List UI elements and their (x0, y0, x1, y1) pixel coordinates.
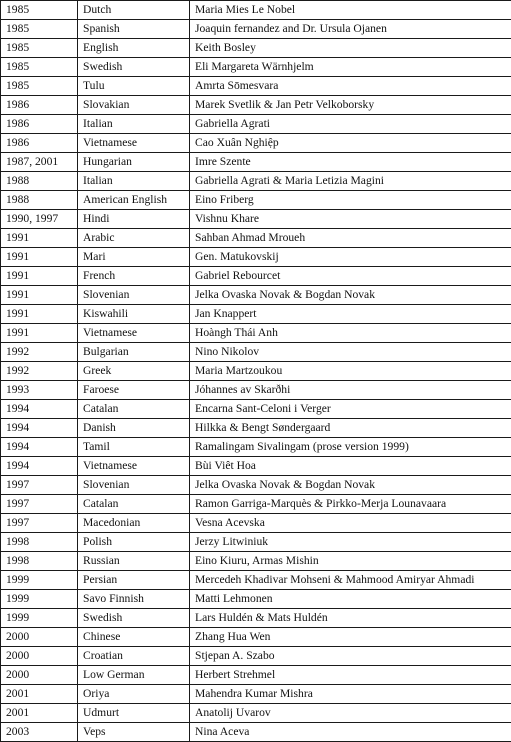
year-cell: 1986 (1, 134, 78, 153)
year-cell: 1985 (1, 1, 78, 20)
year-cell: 1987, 2001 (1, 153, 78, 172)
language-cell: Danish (78, 419, 190, 438)
language-cell: Vietnamese (78, 134, 190, 153)
table-row (1, 248, 511, 267)
language-cell: Slovenian (78, 476, 190, 495)
table-row (1, 229, 511, 248)
table-row (1, 172, 511, 191)
table-row (1, 343, 511, 362)
table-row (1, 267, 511, 286)
language-cell: Arabic (78, 229, 190, 248)
translator-cell: Mercedeh Khadivar Mohseni & Mahmood Amiryar Ahmadi (190, 571, 511, 590)
year-cell: 1992 (1, 343, 78, 362)
translator-cell: Eli Margareta Wärnhjelm (190, 58, 511, 77)
year-cell: 1985 (1, 39, 78, 58)
year-cell: 2000 (1, 628, 78, 647)
table-row (1, 324, 511, 343)
language-cell: Greek (78, 362, 190, 381)
translator-cell: Ramon Garriga-Marquès & Pirkko-Merja Lounavaara (190, 495, 511, 514)
translator-cell: Jelka Ovaska Novak & Bogdan Novak (190, 476, 511, 495)
year-cell: 1994 (1, 457, 78, 476)
translator-cell: Nina Aceva (190, 723, 511, 742)
year-cell: 1998 (1, 533, 78, 552)
language-cell: French (78, 267, 190, 286)
translator-cell: Marek Svetlik & Jan Petr Velkoborsky (190, 96, 511, 115)
language-cell: Vietnamese (78, 324, 190, 343)
language-cell: Swedish (78, 58, 190, 77)
table-row (1, 20, 511, 39)
table-row (1, 96, 511, 115)
translator-cell: Jelka Ovaska Novak & Bogdan Novak (190, 286, 511, 305)
language-cell: Italian (78, 172, 190, 191)
year-cell: 1985 (1, 58, 78, 77)
table-row (1, 381, 511, 400)
translator-cell: Ramalingam Sivalingam (prose version 1999) (190, 438, 511, 457)
year-cell: 1994 (1, 419, 78, 438)
table-row (1, 552, 511, 571)
translator-cell: Amrta Sōmesvara (190, 77, 511, 96)
language-cell: Slovenian (78, 286, 190, 305)
year-cell: 1997 (1, 495, 78, 514)
year-cell: 1991 (1, 229, 78, 248)
year-cell: 1999 (1, 609, 78, 628)
year-cell: 1986 (1, 115, 78, 134)
translator-cell: Sahban Ahmad Mroueh (190, 229, 511, 248)
table-row (1, 723, 511, 742)
table-row (1, 153, 511, 172)
language-cell: Oriya (78, 685, 190, 704)
year-cell: 2001 (1, 704, 78, 723)
table-row (1, 400, 511, 419)
year-cell: 1986 (1, 96, 78, 115)
table-row (1, 134, 511, 153)
year-cell: 1991 (1, 324, 78, 343)
translator-cell: Cao Xuân Nghiệp (190, 134, 511, 153)
language-cell: English (78, 39, 190, 58)
language-cell: Hungarian (78, 153, 190, 172)
table-row (1, 1, 511, 20)
table-body (1, 1, 511, 742)
language-cell: Slovakian (78, 96, 190, 115)
year-cell: 1997 (1, 514, 78, 533)
language-cell: Low German (78, 666, 190, 685)
language-cell: Savo Finnish (78, 590, 190, 609)
translator-cell: Matti Lehmonen (190, 590, 511, 609)
translator-cell: Jerzy Litwiniuk (190, 533, 511, 552)
language-cell: Polish (78, 533, 190, 552)
year-cell: 1991 (1, 286, 78, 305)
language-cell: Catalan (78, 495, 190, 514)
table-row (1, 419, 511, 438)
year-cell: 1993 (1, 381, 78, 400)
table-row (1, 362, 511, 381)
table-row (1, 495, 511, 514)
translator-cell: Mahendra Kumar Mishra (190, 685, 511, 704)
translator-cell: Joaquin fernandez and Dr. Ursula Ojanen (190, 20, 511, 39)
table-row (1, 704, 511, 723)
language-cell: Chinese (78, 628, 190, 647)
table-row (1, 77, 511, 96)
table-row (1, 571, 511, 590)
language-cell: Russian (78, 552, 190, 571)
language-cell: American English (78, 191, 190, 210)
year-cell: 1988 (1, 191, 78, 210)
language-cell: Vietnamese (78, 457, 190, 476)
year-cell: 2003 (1, 723, 78, 742)
table-row (1, 666, 511, 685)
translator-cell: Encarna Sant-Celoni i Verger (190, 400, 511, 419)
translator-cell: Vesna Acevska (190, 514, 511, 533)
language-cell: Swedish (78, 609, 190, 628)
language-cell: Bulgarian (78, 343, 190, 362)
year-cell: 1999 (1, 571, 78, 590)
table-row (1, 210, 511, 229)
year-cell: 1992 (1, 362, 78, 381)
year-cell: 1999 (1, 590, 78, 609)
language-cell: Faroese (78, 381, 190, 400)
table-row (1, 457, 511, 476)
language-cell: Veps (78, 723, 190, 742)
table-row (1, 514, 511, 533)
year-cell: 1991 (1, 305, 78, 324)
language-cell: Macedonian (78, 514, 190, 533)
language-cell: Kiswahili (78, 305, 190, 324)
translator-cell: Anatolij Uvarov (190, 704, 511, 723)
translator-cell: Gabriel Rebourcet (190, 267, 511, 286)
translator-cell: Bùi Viêt Hoa (190, 457, 511, 476)
year-cell: 1990, 1997 (1, 210, 78, 229)
translator-cell: Maria Martzoukou (190, 362, 511, 381)
language-cell: Dutch (78, 1, 190, 20)
translator-cell: Hilkka & Bengt Søndergaard (190, 419, 511, 438)
translator-cell: Lars Huldén & Mats Huldén (190, 609, 511, 628)
translator-cell: Gabriella Agrati & Maria Letizia Magini (190, 172, 511, 191)
year-cell: 1997 (1, 476, 78, 495)
language-cell: Persian (78, 571, 190, 590)
language-cell: Croatian (78, 647, 190, 666)
year-cell: 1994 (1, 438, 78, 457)
table-row (1, 39, 511, 58)
table-row (1, 305, 511, 324)
language-cell: Italian (78, 115, 190, 134)
table-row (1, 590, 511, 609)
translator-cell: Hoàngh Thái Anh (190, 324, 511, 343)
table-row (1, 58, 511, 77)
year-cell: 1991 (1, 267, 78, 286)
table-row (1, 609, 511, 628)
translator-cell: Gen. Matukovskij (190, 248, 511, 267)
translator-cell: Herbert Strehmel (190, 666, 511, 685)
translator-cell: Vishnu Khare (190, 210, 511, 229)
year-cell: 2001 (1, 685, 78, 704)
year-cell: 1991 (1, 248, 78, 267)
language-cell: Tamil (78, 438, 190, 457)
year-cell: 1988 (1, 172, 78, 191)
table-row (1, 115, 511, 134)
language-cell: Udmurt (78, 704, 190, 723)
language-cell: Catalan (78, 400, 190, 419)
translator-cell: Eino Kiuru, Armas Mishin (190, 552, 511, 571)
year-cell: 1985 (1, 77, 78, 96)
translator-cell: Zhang Hua Wen (190, 628, 511, 647)
table-row (1, 533, 511, 552)
translator-cell: Gabriella Agrati (190, 115, 511, 134)
table-row (1, 438, 511, 457)
language-cell: Mari (78, 248, 190, 267)
year-cell: 2000 (1, 666, 78, 685)
language-cell: Spanish (78, 20, 190, 39)
year-cell: 1998 (1, 552, 78, 571)
translator-cell: Stjepan A. Szabo (190, 647, 511, 666)
translator-cell: Imre Szente (190, 153, 511, 172)
year-cell: 1985 (1, 20, 78, 39)
translator-cell: Nino Nikolov (190, 343, 511, 362)
table-row (1, 628, 511, 647)
table-row (1, 647, 511, 666)
translator-cell: Jan Knappert (190, 305, 511, 324)
table-row (1, 191, 511, 210)
translator-cell: Jóhannes av Skarðhi (190, 381, 511, 400)
language-cell: Hindi (78, 210, 190, 229)
table-row (1, 476, 511, 495)
translator-cell: Maria Mies Le Nobel (190, 1, 511, 20)
table-row (1, 286, 511, 305)
table-row (1, 685, 511, 704)
translator-cell: Eino Friberg (190, 191, 511, 210)
year-cell: 1994 (1, 400, 78, 419)
translator-cell: Keith Bosley (190, 39, 511, 58)
year-cell: 2000 (1, 647, 78, 666)
language-cell: Tulu (78, 77, 190, 96)
